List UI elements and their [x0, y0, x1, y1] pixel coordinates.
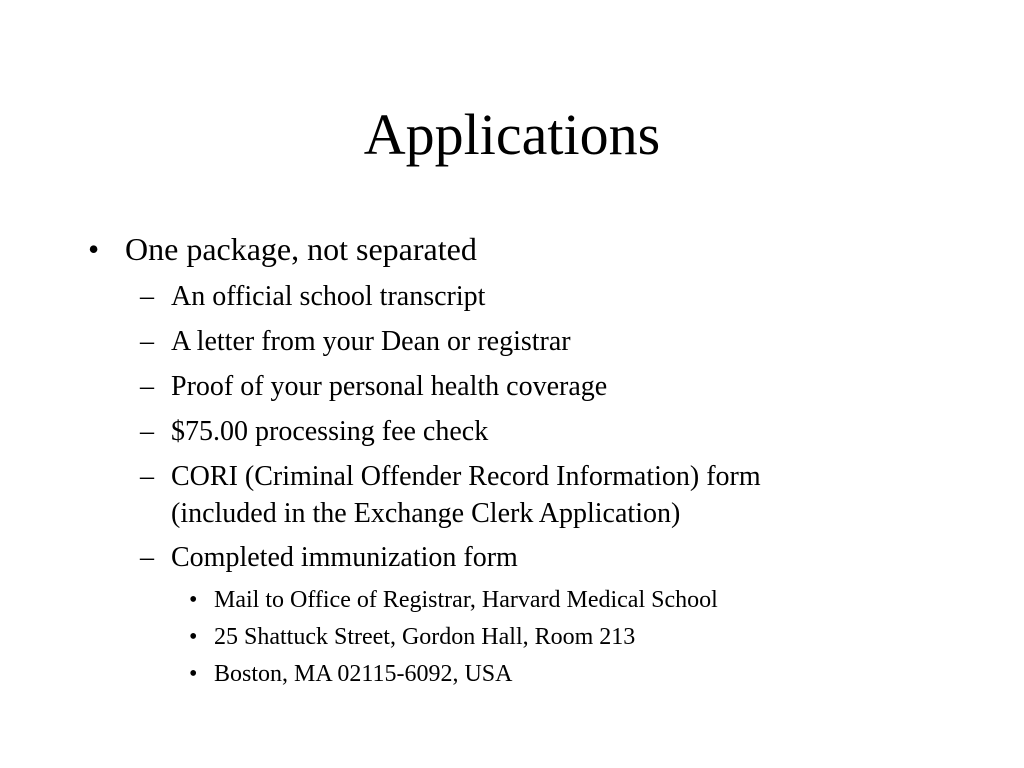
sub-bullet-text: Completed immunization form — [171, 542, 518, 573]
sub-bullet-text: CORI (Criminal Offender Record Information) form — [171, 461, 761, 492]
bullet-marker: • — [88, 231, 100, 267]
bullet-text: One package, not separated — [125, 231, 477, 267]
dash-marker: – — [140, 461, 154, 492]
dash-marker: – — [140, 371, 154, 402]
dash-marker: – — [140, 281, 154, 312]
sub-bullet-text: A letter from your Dean or registrar — [171, 326, 571, 357]
dash-marker: – — [140, 416, 154, 447]
sub-sub-bullet-text: 25 Shattuck Street, Gordon Hall, Room 213 — [214, 624, 636, 650]
bullet-marker: • — [189, 624, 198, 650]
sub-sub-bullet-text: Mail to Office of Registrar, Harvard Medical School — [214, 587, 718, 613]
sub-bullet-text: $75.00 processing fee check — [171, 416, 489, 447]
bullet-marker: • — [189, 661, 198, 687]
sub-bullet-text: Proof of your personal health coverage — [171, 371, 608, 402]
dash-marker: – — [140, 542, 154, 573]
sub-bullet-text: (included in the Exchange Clerk Application) — [171, 498, 681, 529]
sub-sub-bullet-text: Boston, MA 02115-6092, USA — [214, 661, 513, 687]
slide-title: Applications — [363, 102, 661, 167]
sub-bullet-text: An official school transcript — [171, 281, 486, 312]
bullet-marker: • — [189, 587, 198, 613]
dash-marker: – — [140, 326, 154, 357]
